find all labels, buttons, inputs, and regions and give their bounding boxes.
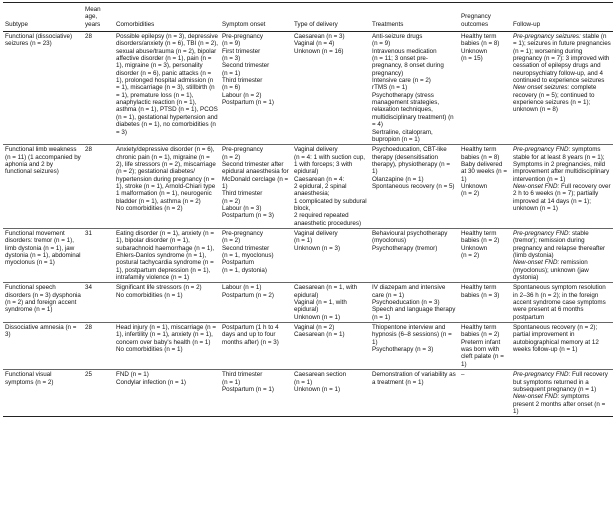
header-symptom-onset: Symptom onset [220, 3, 292, 32]
cell-comorbidities: Head injury (n = 1), miscarriage (n = 1), infertility (n = 1), anxiety (n = 1), concern over baby's health (n = 1) No comorbidities (n = 1) [114, 323, 220, 370]
cell-type-of-delivery: Vaginal delivery (n = 1) Unknown (n = 3) [292, 228, 370, 282]
cell-symptom-onset: Labour (n = 1) Postpartum (n = 2) [220, 283, 292, 323]
cell-follow-up [511, 283, 613, 323]
header-treatments: Treatments [370, 3, 459, 32]
table-row [3, 283, 613, 323]
cell-symptom-onset: Postpartum (1 h to 4 days and up to four months after) (n = 3) [220, 323, 292, 370]
cell-comorbidities: Significant life stressors (n = 2) No comorbidities (n = 1) [114, 283, 220, 323]
cell-pregnancy-outcomes: Healthy term babies (n = 8) Baby delivered at 30 weeks (n = 1) Unknown (n = 2) [459, 145, 511, 229]
cell-type-of-delivery: Vaginal (n = 2) Caesarean (n = 1) [292, 323, 370, 370]
follow-up-text: complete recovery (n = 5); continued to experience seizures (n = 1); unknown (n = 8) [513, 84, 599, 114]
table-header [3, 3, 613, 32]
follow-up-label: Pre-pregnancy FND: [513, 371, 571, 379]
cell-type-of-delivery: Caesarean (n = 3) Vaginal (n = 4) Unknown (n = 16) [292, 32, 370, 145]
cell-type-of-delivery: Vaginal delivery (n = 4: 1 with suction cup, 1 with forceps; 3 with epidural) Caesarean (n = 4: 2 epidural, 2 spinal anaesthesia; 1 complicated by subdural block, 2 required repeated anaesthetic procedures) [292, 145, 370, 229]
follow-up-entry [513, 146, 611, 183]
cell-mean-age: 34 [83, 283, 114, 323]
cell-treatments: Thiopentone interview and hypnosis (6–8 sessions) (n = 1) Psychotherapy (n = 3) [370, 323, 459, 370]
follow-up-entry [513, 183, 611, 212]
follow-up-label: New-onset FND: [513, 259, 560, 267]
header-type-of-delivery: Type of delivery [292, 3, 370, 32]
cell-follow-up [511, 145, 613, 229]
table-body [3, 32, 613, 417]
header-row [3, 3, 613, 32]
cell-symptom-onset: Third trimester (n = 1) Postpartum (n = 1) [220, 370, 292, 417]
cell-type-of-delivery: Caesarean (n = 1, with epidural) Vaginal (n = 1, with epidural) Unknown (n = 1) [292, 283, 370, 323]
cell-symptom-onset: Pre-pregnancy (n = 9) First trimester (n = 3) Second trimester (n = 1) Third trimester (n = 6) Labour (n = 2) Postpartum (n = 1) [220, 32, 292, 145]
cell-subtype: Functional speech disorders (n = 3) dysphonia (n = 2) and foreign accent syndrome (n = 1) [3, 283, 83, 323]
cell-comorbidities: Anxiety/depressive disorder (n = 6), chronic pain (n = 1), migraine (n = 2), life stressors (n = 2), miscarriage (n = 2); gestational diabetes/ hypertension during pregnancy (n = 1), stroke (n = 1), Arnold-Chiari type 1 malformation (n = 1), neurogenic bladder (n = 1), asthma (n = 2) No comorbidities (n = 2) [114, 145, 220, 229]
cell-mean-age: 28 [83, 145, 114, 229]
header-pregnancy-outcomes: Pregnancy outcomes [459, 3, 511, 32]
follow-up-text: Spontaneous symptom resolution in 2–36 h (n = 2); in the foreign accent syndrome case symptoms were present at 6 months postpartum [513, 284, 608, 321]
cell-subtype: Functional limb weakness (n = 11) (1 accompanied by aphonia and 2 by functional seizures) [3, 145, 83, 229]
follow-up-label: Pre-pregnancy FND: [513, 229, 571, 237]
cell-treatments: Anti-seizure drugs (n = 9) Intravenous medication (n = 11; 3 onset pre-pregnancy, 8 onset during pregnancy) Intensive care (n = 2) rTMS (n = 1) Psychotherapy (stress management strategies, relaxation techniques, multidisciplinary treatment) (n = 4) Sertraline, citalopram, bupropion (n = 1) [370, 32, 459, 145]
follow-up-entry [513, 259, 611, 281]
follow-up-text: remission (myoclonus); unknown (jaw dystonia) [513, 259, 591, 282]
follow-up-entry [513, 33, 611, 84]
cell-comorbidities: Possible epilepsy (n = 3), depressive disorders/anxiety (n = 6), TBI (n = 2), sexual abuse/trauma (n = 2), bipolar affective disorder (n = 1), pain (n = 1), migraine (n = 3), personality disorder (n = 6), panic attacks (n = 1), prolonged hospital admission (n = 1), miscarriage (n = 3), stillbirth (n = 1), premature loss (n = 1), anaphylactic reaction (n = 1), asthma (n = 1), PTSD (n = 1), PCOS (n = 1), gestational hypertension and diabetes (n = 1), no comorbidities (n = 3) [114, 32, 220, 145]
follow-up-entry [513, 393, 611, 415]
follow-up-text: Spontaneous recovery (n = 2); partial improvement in autobiographical memory at 12 weeks follow-up (n = 1) [513, 324, 601, 354]
follow-up-text: Full recovery but symptoms returned in a subsequent pregnancy (n = 1) [513, 371, 610, 393]
table-row [3, 228, 613, 282]
cell-subtype: Functional (dissociative) seizures (n = 23) [3, 32, 83, 145]
follow-up-label: New-onset FND: [513, 182, 560, 190]
follow-up-label: New onset seizures: [513, 84, 570, 92]
follow-up-entry [513, 84, 611, 113]
cell-treatments: IV diazepam and intensive care (n = 1) Psychoeducation (n = 3) Speech and language therapy (n = 1) [370, 283, 459, 323]
cell-mean-age: 28 [83, 323, 114, 370]
follow-up-entry [513, 284, 611, 321]
table-row [3, 323, 613, 370]
cell-subtype: Functional movement disorders: tremor (n = 1), limb dystonia (n = 1), jaw dystonia (n = 1), abdominal myoclonus (n = 1) [3, 228, 83, 282]
header-subtype: Subtype [3, 3, 83, 32]
cell-pregnancy-outcomes: Healthy term babies (n = 2) Unknown (n = 2) [459, 228, 511, 282]
cell-subtype: Dissociative amnesia (n = 3) [3, 323, 83, 370]
cell-treatments: Behavioural psychotherapy (myoclonus) Psychotherapy (tremor) [370, 228, 459, 282]
follow-up-label: Pre-pregnancy FND: [513, 146, 571, 154]
follow-up-text: Full recovery over 2 h to 6 weeks (n = 7); partially improved at 14 days (n = 1); unknown (n = 1) [513, 182, 613, 212]
cell-follow-up [511, 32, 613, 145]
cell-mean-age: 25 [83, 370, 114, 417]
follow-up-entry [513, 230, 611, 259]
follow-up-label: New-onset FND: [513, 393, 560, 401]
table-row [3, 370, 613, 417]
table-row [3, 145, 613, 229]
cell-symptom-onset: Pre-pregnancy (n = 2) Second trimester after epidural anaesthesia for McDonald cerclage (n = 1) Third trimester (n = 2) Labour (n = 3) Postpartum (n = 3) [220, 145, 292, 229]
cell-mean-age: 28 [83, 32, 114, 145]
follow-up-text: stable (tremor); remission during pregnancy and relapse thereafter (limb dystonia) [513, 229, 607, 259]
cell-comorbidities: FND (n = 1) Condylar infection (n = 1) [114, 370, 220, 417]
cell-symptom-onset: Pre-pregnancy (n = 2) Second trimester (n = 1, myoclonus) Postpartum (n = 1, dystonia) [220, 228, 292, 282]
follow-up-text: stable (n = 1); seizures in future pregnancies (n = 1); worsening during pregnancy (n = 7): 3 improved with cessation of epilepsy drugs and neuropsychiatry follow-up, and 4 continued to experience seizures [513, 33, 613, 85]
follow-up-text: symptoms stable for at least 8 years (n = 1); Symptoms in 2 pregnancies, mild improvement after multidisciplinary intervention (n = 1) [513, 146, 611, 183]
cell-subtype: Functional visual symptoms (n = 2) [3, 370, 83, 417]
follow-up-entry [513, 371, 611, 393]
cell-type-of-delivery: Caesarean section (n = 1) Unknown (n = 1) [292, 370, 370, 417]
cell-pregnancy-outcomes: – [459, 370, 511, 417]
table-row [3, 32, 613, 145]
follow-up-entry [513, 324, 611, 353]
cell-follow-up [511, 370, 613, 417]
cell-treatments: Demonstration of variability as a treatment (n = 1) [370, 370, 459, 417]
cell-pregnancy-outcomes: Healthy term babies (n = 8) Unknown (n = 15) [459, 32, 511, 145]
header-mean-age: Mean age, years [83, 3, 114, 32]
cell-follow-up [511, 228, 613, 282]
cell-treatments: Psychoeducation, CBT-like therapy (desensitisation therapy), physiotherapy (n = 1) Olanzapine (n = 1) Spontaneous recovery (n = 5) [370, 145, 459, 229]
cell-follow-up [511, 323, 613, 370]
cell-pregnancy-outcomes: Healthy term babies (n = 2) Preterm infant was born with cleft palate (n = 1) [459, 323, 511, 370]
follow-up-label: Pre-pregnancy seizures: [513, 33, 581, 41]
follow-up-text: symptoms present 2 months after onset (n = 1) [513, 393, 607, 415]
header-follow-up: Follow-up [511, 3, 613, 32]
cell-pregnancy-outcomes: Healthy term babies (n = 3) [459, 283, 511, 323]
cell-mean-age: 31 [83, 228, 114, 282]
header-comorbidities: Comorbidities [114, 3, 220, 32]
cell-comorbidities: Eating disorder (n = 1), anxiety (n = 1), bipolar disorder (n = 1), subarachnoid haemorrhage (n = 1), Ehlers-Danlos syndrome (n = 1), postural tachycardia syndrome (n = 1), postpartum depression (n = 1), intrafamily violence (n = 1) [114, 228, 220, 282]
fnd-pregnancy-table [3, 2, 613, 417]
